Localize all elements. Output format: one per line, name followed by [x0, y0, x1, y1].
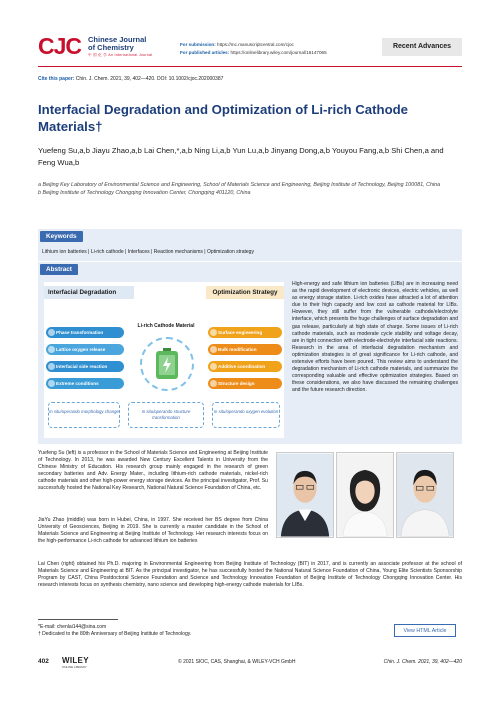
journal-header	[38, 34, 462, 62]
abstract-label: Abstract	[40, 264, 78, 275]
header-divider	[38, 66, 462, 67]
submission-link[interactable]: https://mc.manuscriptcentral.com/cjoc	[217, 42, 294, 47]
graphic-right-item: Surface engineering	[208, 327, 282, 338]
author-list: Yuefeng Su,a,b Jiayu Zhao,a,b Lai Chen,*,a,b Ning Li,a,b Yun Lu,a,b Jinyang Dong,a,b Youyou Fang,a,b Shi Chen,a and Feng Wua,b	[38, 146, 444, 167]
keywords-text: Lithium ion batteries | Li-rich cathode | Interfaces | Reaction mechanisms | Optimization strategy	[42, 249, 254, 255]
keywords-label: Keywords	[40, 231, 83, 242]
graphic-right-item: Structure design	[208, 378, 282, 389]
article-title: Interfacial Degradation and Optimization of Li-rich Cathode Materials†	[38, 102, 409, 134]
footer-citation: Chin. J. Chem. 2021, 39, 402—420	[383, 659, 462, 665]
footnote-dedication: † Dedicated to the 80th Anniversary of Beijing Institute of Technology.	[38, 631, 192, 637]
journal-name: Chinese Journal of Chemistry	[88, 35, 147, 52]
articles-link[interactable]: https://onlinelibrary.wiley.com/journal/16147065	[230, 50, 327, 55]
cite-line: Cite this paper: Chin. J. Chem. 2021, 39, 402—420. DOI: 10.1002/cjoc.202000387	[38, 76, 224, 82]
keywords-box	[38, 229, 462, 261]
abstract-box	[38, 262, 462, 444]
author-photo-zhao	[336, 452, 394, 538]
graphic-left-item: Phase transformation	[46, 327, 124, 338]
affiliation-a: a Beijing Key Laboratory of Environmental Science and Engineering, School of Materials Science and Engineering, Beijing Institute of Technology, Beijing 100081, China	[38, 182, 441, 188]
affiliation-b: b Beijing Institute of Technology Chongqing Innovation Center, Chongqing 401120, China	[38, 190, 251, 196]
bio-su: Yuefeng Su (left) is a professor in the School of Materials Science and Engineering at Beijing Institute of Technology. In 2013, he was awarded New Century Excellent Talents in University from the Chinese Ministry of Education. His research group mainly engaged in the research of green secondary batteries and Adv. Energy Mater., including lithium-rich cathode materials, nickel-rich cathode materials and other high-power energy storage devices. As the principal investigator, Prof. Su successfully hosted the National Key Research, National Natural Science Foundation of China, etc.	[38, 450, 268, 492]
graphic-right-item: Bulk modification	[208, 344, 282, 355]
page-number: 402	[38, 658, 49, 665]
submission-info: For submission: https://mc.manuscriptcentral.com/cjoc For published articles: https://onlinelibrary.wiley.com/journal/16147065	[180, 42, 327, 55]
journal-subtitle: 中 国 化 学 An International Journal	[88, 53, 153, 57]
graphic-bottom-item: In situ/operando morphology change	[48, 402, 120, 428]
view-html-button[interactable]: View HTML Article	[394, 624, 456, 637]
footnote-email[interactable]: *E-mail: chenlai144@sina.com	[38, 624, 107, 630]
bio-zhao: JiaYu Zhao (middle) was born in Hubei, China, in 1997. She received her BS degree from China University of Geosciences, Beijing in 2019. She is currently a master candidate in the School of Materials Science and Engineering at Beijing Institute of Technology. Her research interests focus on the high-performance Li-rich cathode for advanced lithium ion batteries	[38, 517, 268, 545]
author-photo-chen	[396, 452, 454, 538]
cite-text: Chin. J. Chem. 2021, 39, 402—420. DOI: 10.1002/cjoc.202000387	[75, 76, 224, 82]
battery-icon	[154, 348, 180, 380]
graphic-bottom-item: In situ/operando structure transformation	[128, 402, 204, 428]
graphic-left-item: Interfacial side reaction	[46, 361, 124, 372]
graphic-bottom-item: In situ/operando oxygen evolution	[212, 402, 280, 428]
graphical-abstract	[44, 282, 284, 438]
section-tag: Recent Advances	[382, 38, 462, 56]
graphic-center-title: Li-rich Cathode Material	[137, 323, 195, 329]
graphic-left-item: Extreme conditions	[46, 378, 124, 389]
graphic-right-title: Optimization Strategy	[206, 286, 284, 299]
graphic-left-item: Lattice oxygen release	[46, 344, 124, 355]
journal-logo: CJC	[38, 33, 82, 59]
graphic-left-title: Interfacial Degradation	[44, 286, 134, 299]
wiley-logo-sub: ONLINE LIBRARY	[62, 665, 87, 669]
graphic-right-item: Additive coordination	[208, 361, 282, 372]
footnote-divider	[38, 619, 118, 620]
bio-chen: Lai Chen (right) obtained his Ph.D. majoring in Environmental Engineering from Beijing Institute of Technology (BIT) in 2017, and is currently an associate professor at the school of Materials Science and Engineering at BIT. As the principal investigator, he has successfully hosted the National Natural Science Foundation of China, Young Elite Scientists Sponsorship Program by CAST, China Postdoctoral Science Foundation and Science and Technology Innovation Foundation of Beijing Institute of Technology Chongqing Innovation Center. His research interests focus on synthesis chemistry, nano science and developing high-energy cathode materials for LIBs.	[38, 561, 462, 589]
copyright: © 2021 SIOC, CAS, Shanghai, & WILEY-VCH GmbH	[178, 659, 296, 665]
wiley-logo: WILEY	[62, 656, 89, 665]
affiliations	[38, 181, 458, 197]
footnotes	[38, 624, 191, 638]
abstract-text: High-energy and safe lithium ion batteries (LIBs) are in increasing need as the rapid development of electronic devices, electric vehicles, as well as energy storage station. Li-rich oxides have attracted a lot of attention due to their high capacity and low cost as cathode material for LIBs. However, they still suffer from the vulnerable cathode/electrolyte interface, which presents the huge challenges of surface degradation and gas release, particularly at high state of charge. Some issues of Li-rich cathode materials, such as moderate cycle stability and voltage decay, are in tight connection with electrode-electrolyte interfacial side reactions. Research in the area of interfacial degradation mechanism and optimization strategies is of great significance for Li-rich cathode, and extensive efforts have been poured. This review aims to understand the degradation mechanism of Li-rich cathode materials, and summarize the corresponding valuable and effective optimization strategies. Based on these considerations, we also have discussed the remaining challenges and the future research direction.	[292, 281, 458, 394]
page-footer	[38, 657, 462, 669]
author-photo-su	[276, 452, 334, 538]
